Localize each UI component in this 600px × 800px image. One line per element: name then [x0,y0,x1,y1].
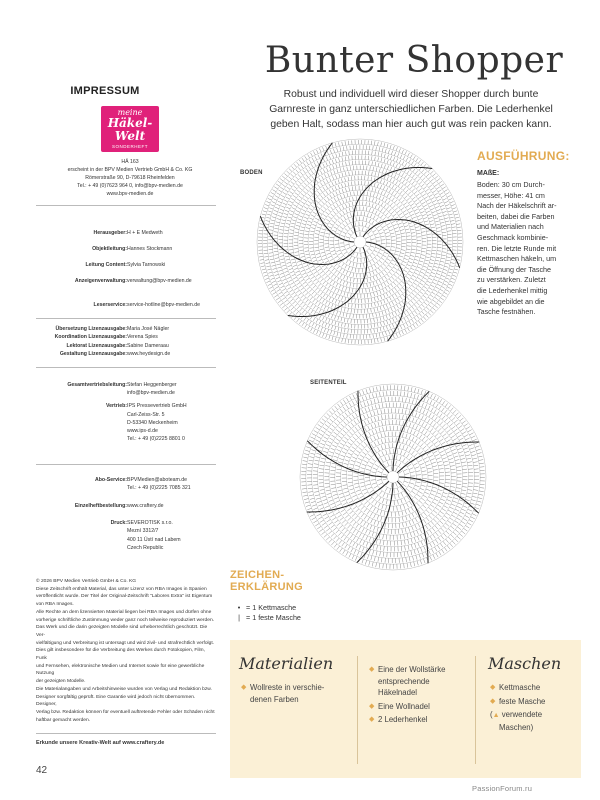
materials-col-1 [241,682,351,707]
diagram-ring [323,407,463,547]
vertrieb-row [0,389,230,402]
ausfuehrung-line: Boden: 30 cm Durch- [477,180,545,189]
divider [36,318,216,319]
diagram-ring [323,205,396,278]
staff-row [0,229,230,245]
site-watermark: PassionForum.ru [472,784,533,793]
leserservice-value: service-hotline@bpv-medien.de [127,302,201,308]
legal-line: Das Werk und die darin gezeigten Modelle sind urheberrechtlich geschützt. Die Ver- [36,625,208,638]
druck-row [0,544,230,552]
staff-key: Objektleitung: [92,246,127,252]
legal-line: von RBA Images. [36,602,74,608]
staff-value: H + E Medweth [127,230,163,236]
staff-value: Sylvia Tarnowski [127,262,166,268]
diagram-ring [298,180,422,304]
legal-line: Alle Rechte an dem lizensierten Material liegen bei RBA Images und dürfen ohne [36,609,212,615]
kettmasche-symbol: • [237,603,241,612]
diagram-ring [370,454,417,501]
vertrieb-key: Gesamtvertriebsleitung: [67,382,127,388]
diagram-label-boden: BODEN [240,170,263,176]
maschen-line: Maschen) [499,722,534,732]
ausfuehrung-text [477,180,569,318]
maschen-item [490,696,578,708]
vertrieb-row [0,411,230,419]
material-item [369,701,469,713]
maschen-note-prefix: ( [490,710,493,719]
diagram-ring [272,154,447,329]
legal-line: Dies gilt insbesondere für die Verbreitung des Werkes durch Fotokopien, Film, Funk [36,648,205,662]
bullet-icon: ◆ [490,684,496,691]
diagram-stitch-ring [324,408,461,545]
diagram-increase-line [397,481,428,563]
legend-text: = 1 feste Masche [246,613,301,622]
ausfuehrung-line: Nach der Häkelschrift ar- [477,201,557,211]
lizenz-value: www.heydesign.de [127,350,171,357]
diagram-stitch-ring [289,171,432,314]
lizenz-value: Sabine Dameraau [127,342,169,349]
legal-line: haftbar gemacht werden. [36,717,91,723]
diagram-ring [288,170,433,315]
vertrieb-value: Stefan Heggenberger [127,382,177,388]
diagram-increase-line [393,391,429,471]
legend-text: = 1 Kettmasche [246,603,297,612]
staff-key: Herausgeber: [93,230,127,236]
divider [36,205,216,206]
diagram-stitch-ring [336,420,450,534]
diagram-ring [293,175,428,310]
leserservice-row [0,301,230,309]
material-line: 2 Lederhenkel [378,715,428,724]
diagram-stitch-ring [348,432,439,523]
publisher-info [40,158,220,198]
materials-col-2 [369,664,469,728]
diagram-ring [308,190,412,294]
ausfuehrung-line: ren. Die letzte Runde mit [477,243,557,253]
logo-line-2: Häkel-Welt [107,116,153,143]
legend-item [232,613,301,623]
lizenz-value: Maria José Nägler [127,326,170,332]
ausfuehrung-line: wie abgebildet an die [477,296,545,306]
staff-row [0,277,230,293]
publisher-line: www.bpv-medien.de [106,191,154,198]
legal-line: und Fernsehen, elektronische Medien und Internet sowie für eine gewerbliche Nutzung [36,663,205,677]
diagram-stitch-ring [299,181,421,303]
diagram-increase-line [363,220,460,268]
vertrieb-value: D-53340 Meckenheim [127,419,178,426]
vertrieb-value: Tel.: + 49 (0)2225 8801 0 [127,436,185,443]
diagram-stitch-ring [294,176,426,308]
staff-value: Hannes Stockmann [127,246,173,252]
einzel-row [0,502,230,510]
abo-block [0,476,230,493]
vertrieb-value: www.ips-d.de [127,428,158,435]
legal-line: der gezeigten Modelle. [36,679,86,685]
divider [36,733,216,734]
lizenz-value: Verena Spies [127,334,158,341]
diagram-stitch-ring [273,155,446,328]
publisher-line: HÄ 163 [121,159,139,165]
warning-triangle-icon: ▲ [492,712,500,719]
diagram-ring [262,144,458,340]
lizenz-row [0,350,230,358]
ausfuehrung-line: Kettmaschen häkeln, um [477,254,557,264]
staff-key: Anzeigenverwaltung: [74,278,127,284]
lizenz-row [0,342,230,350]
maschen-line: feste Masche [499,696,546,706]
diagram-ring [283,165,438,320]
vertrieb-row [0,402,230,410]
druck-value: Czech Republic [127,544,164,551]
diagram-stitch-ring [284,166,437,319]
staff-row [0,261,230,277]
bullet-icon: ◆ [369,666,375,673]
vertrieb-row [0,419,230,427]
diagram-ring [312,396,475,559]
maschen-heading: Maschen [488,654,562,673]
staff-key: Leitung Content: [85,262,127,268]
diagram-increase-line [397,442,479,473]
materials-heading: Materialien [239,654,334,673]
diagram-ring [354,236,366,248]
diagram-ring [277,159,442,324]
diagram-ring [352,436,434,518]
vertrieb-row [0,381,230,389]
legal-line: veröffentlicht wurde. Der Titel der Original-Zeitschrift "Labores Extra" ist Eigentum [36,594,213,600]
druck-value: 400 11 Ústí nad Labem [127,536,181,543]
druck-block [0,519,230,552]
diagram-ring [346,430,439,523]
maschen-line: Kettmasche [499,683,541,692]
legend-heading-line: ERKLÄRUNG [230,581,303,593]
legal-line: © 2026 BPV Medien Vertrieb GmbH & Co. KG [36,579,137,584]
vertrieb-value: info@bpv-medien.de [127,390,175,397]
vertrieb-value: Carl-Zeiss-Str. 5 [127,411,165,418]
legal-line: Verlag bzw. Redaktion können für eventuell auftretende Fehler oder Schäden nicht [36,709,215,715]
divider [475,656,476,764]
intro-line: Garnreste in ganz unterschiedlichen Farben. Die Lederhenkel [269,104,553,116]
ausfuehrung-line: beiten, dabei die Farben [477,211,555,221]
diagram-stitch-ring [359,443,427,511]
leserservice-key: Leserservice: [93,302,127,308]
material-line: entsprechende [378,676,430,686]
seitenteil-crochet-diagram [298,382,488,572]
diagram-stitch-ring [319,403,468,552]
maschen-item [490,682,578,694]
lizenz-key: Gestaltung Lizenzausgabe: [59,350,127,357]
lizenz-key: Übersetzung Lizenzausgabe: [55,326,127,332]
boden-crochet-diagram [255,137,465,347]
diagram-increase-line [260,216,357,264]
ausfuehrung-line: Geschmack kombinie- [477,232,549,242]
material-line: Eine Wollnadel [378,701,430,711]
diagram-ring [341,425,446,530]
abo-row [0,476,230,484]
diagram-stitch-ring [319,201,400,282]
divider [36,464,216,465]
einzel-block [0,502,230,510]
maschen-list [490,682,578,735]
bullet-icon: ◆ [241,684,247,691]
intro-text [238,87,584,133]
diagram-increase-line [307,481,389,512]
vertrieb-row [0,427,230,435]
vertrieb-block [0,381,230,444]
diagram-ring [317,401,468,552]
material-item [369,714,469,726]
legal-line: Designer sorgfältig geprüft. Eine Garantie wird jedoch nicht übernommen. Designer, [36,694,196,708]
staff-block [0,229,230,293]
maschen-item [490,709,578,733]
ausfuehrung-line: Tasche festnähen. [477,307,536,317]
masse-label: MAßE: [477,170,500,177]
druck-value: SEVEROTISK s.r.o. [127,520,173,526]
vertrieb-key: Vertrieb: [105,403,127,410]
seitenteil-diagram-rings [300,384,486,570]
leserservice-block [0,301,230,309]
lizenz-block [0,325,230,358]
diagram-ring [358,442,428,512]
diagram-ring [306,390,480,564]
abo-value: BPVMedien@aboteam.de [127,477,188,483]
divider [36,367,216,368]
druck-row [0,527,230,535]
diagram-label-seitenteil: SEITENTEIL [310,380,347,386]
lizenz-row [0,333,230,341]
diagram-stitch-ring [345,227,375,257]
legal-line: vielfältigung und Verbreitung ist untersagt und wird zivil- und strafrechtlich verfolgt. [36,640,215,646]
logo-line-3: SONDERHEFT [111,144,148,149]
diagram-stitch-ring [268,150,452,334]
diagram-ring [328,210,391,273]
einzel-value: www.craftery.de [127,503,164,509]
material-item [241,682,351,705]
material-line: denen Farben [250,694,299,704]
ausfuehrung-line: und Materialien nach [477,222,544,232]
diagram-ring [344,226,376,258]
abo-value: Tel.: + 49 (0)2225 7085 321 [127,485,191,492]
legal-line: Die Materialangaben und Arbeitshinweise wurden von Verlag und Redaktion bzw. [36,686,212,692]
logo-line-1: meine [117,108,143,117]
druck-row [0,536,230,544]
legal-notice [36,578,216,724]
vertrieb-value: IPS Pressevertrieb GmbH [127,403,187,410]
legal-line: vorherige schriftliche Zustimmung weder ganz noch teilweise reproduziert werden. [36,617,215,623]
ausfuehrung-heading: AUSFÜHRUNG: [477,149,570,163]
magazine-logo [101,106,159,152]
publisher-line: Tel.: + 49 (0)7623 964 0, info@bpv-medien.de [77,183,183,190]
ausfuehrung-line: die Lederhenkel mittig [477,285,548,295]
druck-row [0,519,230,527]
feste-masche-symbol: | [238,613,240,622]
publisher-line: Römerstraße 90, D-79618 Rheinfelden [85,175,175,182]
material-line: Häkelnadel [378,688,418,697]
diagram-ring [318,200,401,283]
diagram-stitch-ring [353,437,432,516]
divider [357,656,358,764]
material-line: Eine der Wollstärke [378,665,446,674]
diagram-stitch-ring [313,397,473,557]
legend-heading [230,569,303,593]
diagram-ring [303,185,417,299]
publisher-line: erscheint in der BPV Medien Vertrieb GmbH & Co. KG [67,167,193,174]
lizenz-key: Koordination Lizenzausgabe: [54,334,127,341]
druck-value: Mezní 3312/7 [127,528,159,535]
bullet-icon: ◆ [369,702,375,710]
craftery-promo[interactable]: Erkunde unsere Kreativ-Welt auf www.craftery.de [36,740,165,746]
diagram-stitch-ring [342,426,444,528]
legend-list [232,603,301,623]
diagram-ring [300,384,486,570]
vertrieb-row [0,435,230,443]
materials-box [230,640,581,778]
ausfuehrung-line: die Öffnung der Tasche [477,264,552,274]
boden-diagram-rings [257,139,463,345]
diagram-stitch-ring [263,145,457,339]
intro-line: geben Halt, sodass man hier auch gut was rein packen kann. [270,119,552,131]
page-title: Bunter Shopper [264,40,564,81]
diagram-stitch-ring [301,385,485,569]
bullet-icon: ◆ [369,716,375,723]
diagram-stitch-ring [324,206,395,277]
diagram-ring [339,221,382,264]
bullet-icon: ◆ [490,697,496,705]
intro-line: Robust und individuell wird dieser Shopper durch bunte [283,89,539,100]
ausfuehrung-line: zu verstärken. Zuletzt [477,275,546,285]
impressum-title: IMPRESSUM [70,85,140,97]
diagram-ring [267,149,453,335]
page-number: 42 [36,765,48,776]
abo-key: Abo-Service: [95,477,127,483]
abo-row [0,484,230,492]
legal-line: Diese Zeitschrift enthält Material, das unter Lizenz von RBA Images in Spanien [36,586,207,592]
diagram-stitch-ring [304,186,416,298]
material-line: Wollreste in verschie- [250,683,325,692]
diagram-stitch-ring [371,455,415,499]
diagram-stitch-ring [307,391,479,563]
einzel-key: Einzelheftbestellung: [74,503,127,509]
diagram-ring [257,139,463,345]
staff-row [0,245,230,261]
legend-item [232,603,301,613]
druck-key: Druck: [110,520,127,526]
ausfuehrung-line: messer, Höhe: 41 cm [477,190,545,200]
legend-heading-line: ZEICHEN- [230,569,285,581]
diagram-stitch-ring [258,140,462,344]
diagram-stitch-ring [340,222,381,263]
material-item [369,664,469,699]
diagram-stitch-ring [309,191,411,293]
maschen-line: verwendete [501,710,543,719]
lizenz-row [0,325,230,333]
staff-value: verwaltung@bpv-medien.de [127,278,192,284]
lizenz-key: Lektorat Lizenzausgabe: [66,342,127,349]
